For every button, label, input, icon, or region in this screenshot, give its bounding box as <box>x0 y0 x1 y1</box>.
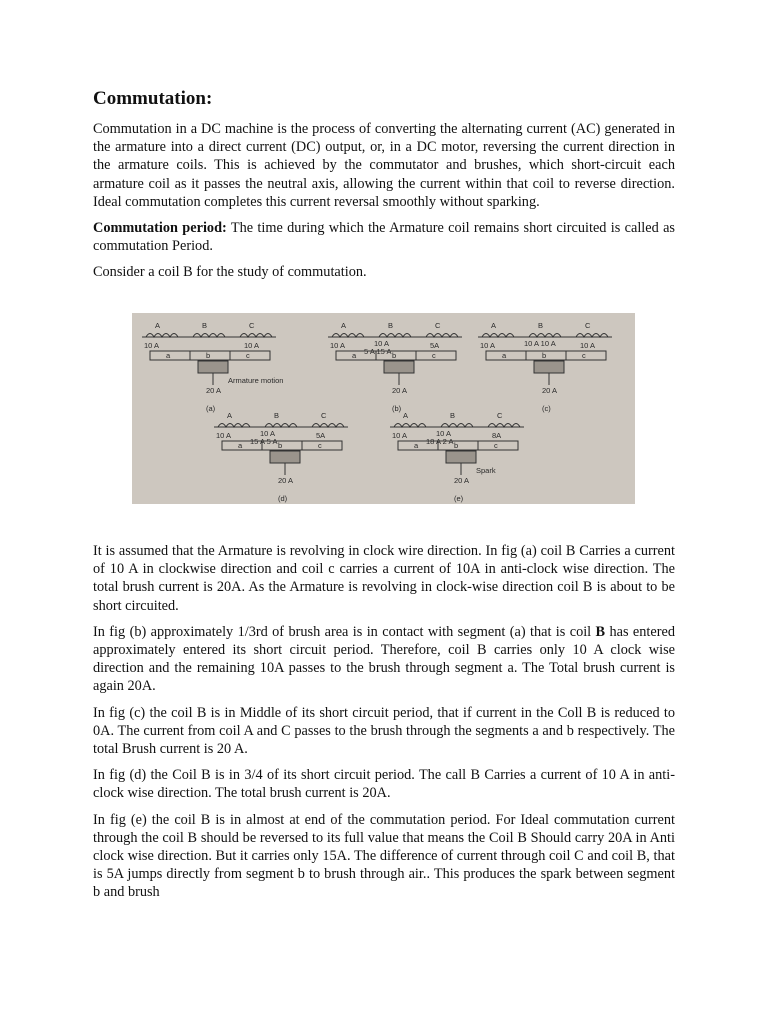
segment-label: a <box>502 351 507 360</box>
coil-label: A <box>491 321 497 330</box>
brush <box>446 451 476 463</box>
coil-winding <box>426 334 458 338</box>
panel-label: (a) <box>206 404 216 413</box>
current-label: 5 A 15 A <box>364 347 392 356</box>
segment-label: b <box>454 441 459 450</box>
current-label: 5A <box>316 431 326 440</box>
brush <box>198 361 228 373</box>
current-label: 10 A <box>216 431 232 440</box>
segment-label: c <box>494 441 498 450</box>
brush <box>270 451 300 463</box>
current-label: 15 A 5 A <box>250 437 278 446</box>
paragraph-b-pre: In fig (b) approximately 1/3rd of brush area is in contact with segment (a) that is coil <box>93 623 596 640</box>
coil-label: A <box>403 411 409 420</box>
period-term: Commutation period: <box>93 220 227 237</box>
segment-label: b <box>392 351 397 360</box>
coil-winding <box>482 334 514 338</box>
segment-label: b <box>206 351 211 360</box>
coil-winding <box>394 424 426 428</box>
panel-label: (e) <box>454 494 464 503</box>
coil-label: B <box>274 411 280 420</box>
period-text: The time during which the Armature coil remains short circuited is called as commutation Period. <box>93 220 675 255</box>
panel-label: (b) <box>392 404 402 413</box>
current-label: 10 A <box>260 429 276 438</box>
current-label: 10 A <box>436 429 452 438</box>
coil-winding <box>193 334 225 338</box>
current-label: 10 A <box>330 341 346 350</box>
coil-label: B <box>450 411 456 420</box>
coil-winding <box>488 424 520 428</box>
coil-winding <box>379 334 411 338</box>
segment-label: a <box>352 351 357 360</box>
figure-note: Armature motion <box>228 376 284 385</box>
segment-label: b <box>542 351 547 360</box>
paragraph-d: In fig (d) the Coil B is in 3/4 of its short circuit period. The call B Carries a current of 10 A in anti-clock wise direction. The total brush current is 20A. <box>93 767 675 802</box>
coil-winding <box>265 424 297 428</box>
coil-winding <box>240 334 272 338</box>
coil-label: C <box>249 321 255 330</box>
current-label: 10 A <box>392 431 408 440</box>
figure-note: Spark <box>476 466 496 475</box>
current-label: 8A <box>492 431 502 440</box>
coil-winding <box>218 424 250 428</box>
coil-winding <box>441 424 473 428</box>
explanation-section <box>93 542 675 910</box>
brush-current-label: 20 A <box>542 386 558 395</box>
segment-label: a <box>238 441 243 450</box>
coil-label: C <box>497 411 503 420</box>
panel-label: (d) <box>278 494 288 503</box>
segment-label: c <box>318 441 322 450</box>
brush-current-label: 20 A <box>278 476 294 485</box>
paragraph-b <box>93 623 675 696</box>
paragraph-b-post: has entered approximately entered its short circuit period. Therefore, coil B carries only 10 A clock wise direction and the remaining 10A passes to the brush through segment a. The Total brush current is again 20A. <box>93 623 675 695</box>
segment-label: a <box>166 351 171 360</box>
current-label: 10 A <box>580 341 596 350</box>
brush <box>384 361 414 373</box>
current-label: 10 A <box>144 341 160 350</box>
coil-winding <box>312 424 344 428</box>
brush-current-label: 20 A <box>454 476 470 485</box>
paragraph-c: In fig (c) the coil B is in Middle of its short circuit period, that if current in the Coll B is reduced to 0A. The current from coil A and C passes to the brush through the segments a and b respectively. The total Brush current is 20 A. <box>93 704 675 758</box>
segment-label: c <box>582 351 586 360</box>
brush-current-label: 20 A <box>206 386 222 395</box>
consider-paragraph: Consider a coil B for the study of commutation. <box>93 264 367 281</box>
coil-label: A <box>227 411 233 420</box>
period-paragraph <box>93 219 675 255</box>
segment-label: c <box>432 351 436 360</box>
paragraph-e: In fig (e) the coil B is in almost at end of the commutation period. For Ideal commutation current through the coil B should be reversed to its full value that means the Coil B Should carry 20A in Anti clock wise direction. But it carries only 15A. The difference of current through coil C and coil B, that is 5A jumps directly from segment b to brush through air.. This produces the spark between segment b and brush <box>93 811 675 901</box>
current-label: 10 A <box>480 341 496 350</box>
paragraph-a: It is assumed that the Armature is revolving in clock wire direction. In fig (a) coil B Carries a current of 10 A in clockwise direction and coil c carries a current of 10A in anti-clock wise direction. The total brush current is 20A. As the Armature is revolving in clock-wise direction coil B is about to be short circuited. <box>93 543 675 614</box>
page-title: Commutation: <box>93 88 213 109</box>
segment-label: c <box>246 351 250 360</box>
coil-label: B <box>202 321 208 330</box>
coil-winding <box>146 334 178 338</box>
coil-label: C <box>321 411 327 420</box>
coil-label: C <box>435 321 441 330</box>
paragraph-b-bold: B <box>595 623 606 640</box>
coil-label: B <box>388 321 394 330</box>
coil-label: C <box>585 321 591 330</box>
intro-paragraph: Commutation in a DC machine is the process of converting the alternating current (AC) generated in the armature into a direct current (DC) output, or, in a DC motor, reversing the current direction in the armature coils. This is achieved by the commutator and brushes, which short-circuit each armature coil as it passes the neutral axis, allowing the current within that coil to reverse direction. Ideal commutation completes this current reversal smoothly without sparking. <box>93 121 675 210</box>
commutation-diagram <box>132 313 635 504</box>
coil-winding <box>576 334 608 338</box>
current-label: 10 A 10 A <box>524 339 556 348</box>
brush-current-label: 20 A <box>392 386 408 395</box>
coil-label: A <box>341 321 347 330</box>
coil-winding <box>332 334 364 338</box>
brush <box>534 361 564 373</box>
commutation-figure <box>132 313 635 504</box>
coil-label: A <box>155 321 161 330</box>
current-label: 18 A 2 A <box>426 437 454 446</box>
coil-winding <box>529 334 561 338</box>
coil-label: B <box>538 321 544 330</box>
current-label: 5A <box>430 341 440 350</box>
panel-label: (c) <box>542 404 551 413</box>
current-label: 10 A <box>244 341 260 350</box>
segment-label: a <box>414 441 419 450</box>
current-label: 10 A <box>374 339 390 348</box>
segment-label: b <box>278 441 283 450</box>
document-body <box>93 88 675 288</box>
